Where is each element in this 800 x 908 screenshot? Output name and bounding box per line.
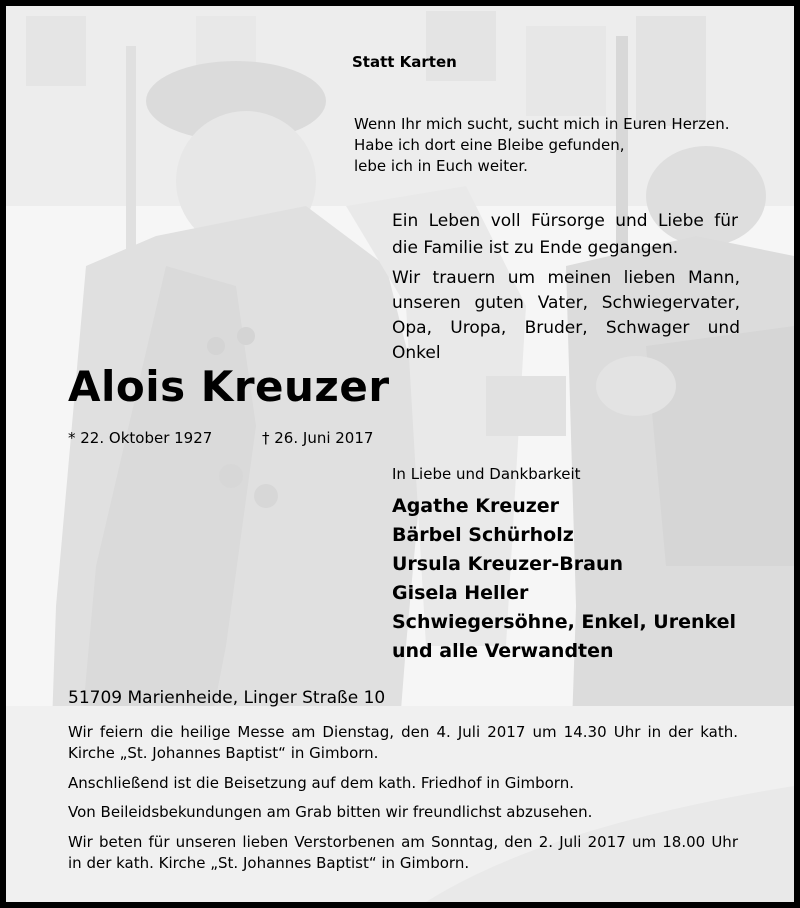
condolence-note: Von Beileidsbekundungen am Grab bitten wir freundlichst abzusehen. (68, 803, 593, 821)
mourner: Bärbel Schürholz (392, 524, 574, 546)
mass-info-line: Kirche „St. Johannes Baptist“ in Gimborn. (68, 744, 379, 762)
birth-date: * 22. Oktober 1927 (68, 429, 213, 447)
mourner: und alle Verwandten (392, 640, 614, 662)
poem-line: lebe ich in Euch weiter. (354, 157, 528, 175)
mourn-text-line: Wir trauern um meinen lieben Mann, (392, 268, 740, 288)
mourn-text-line: Opa, Uropa, Bruder, Schwager und (392, 318, 740, 338)
mourn-text-line: Onkel (392, 343, 441, 363)
poem-line: Habe ich dort eine Bleibe gefunden, (354, 136, 625, 154)
mourner: Schwiegersöhne, Enkel, Urenkel (392, 611, 737, 633)
mourn-text-line: unseren guten Vater, Schwiegervater, (392, 293, 740, 313)
life-text-line: Ein Leben voll Fürsorge und Liebe für (392, 211, 738, 231)
prayer-info-line: Wir beten für unseren lieben Verstorbenen am Sonntag, den 2. Juli 2017 um 18.00 Uhr (68, 833, 738, 851)
mass-info-line: Wir feiern die heilige Messe am Dienstag, den 4. Juli 2017 um 14.30 Uhr in der kath. (68, 723, 738, 741)
address: 51709 Marienheide, Linger Straße 10 (68, 688, 386, 708)
mourner: Ursula Kreuzer-Braun (392, 553, 624, 575)
deceased-name: Alois Kreuzer (68, 362, 390, 411)
heading: Statt Karten (352, 53, 457, 71)
prayer-info-line: in der kath. Kirche „St. Johannes Baptist“ in Gimborn. (68, 854, 470, 872)
death-date: † 26. Juni 2017 (262, 429, 374, 447)
mourner: Gisela Heller (392, 582, 529, 604)
life-text-line: die Familie ist zu Ende gegangen. (392, 238, 679, 258)
poem-line: Wenn Ihr mich sucht, sucht mich in Euren Herzen. (354, 115, 730, 133)
mourner: Agathe Kreuzer (392, 495, 560, 517)
dedication: In Liebe und Dankbarkeit (392, 465, 581, 483)
burial-info: Anschließend ist die Beisetzung auf dem kath. Friedhof in Gimborn. (68, 774, 574, 792)
